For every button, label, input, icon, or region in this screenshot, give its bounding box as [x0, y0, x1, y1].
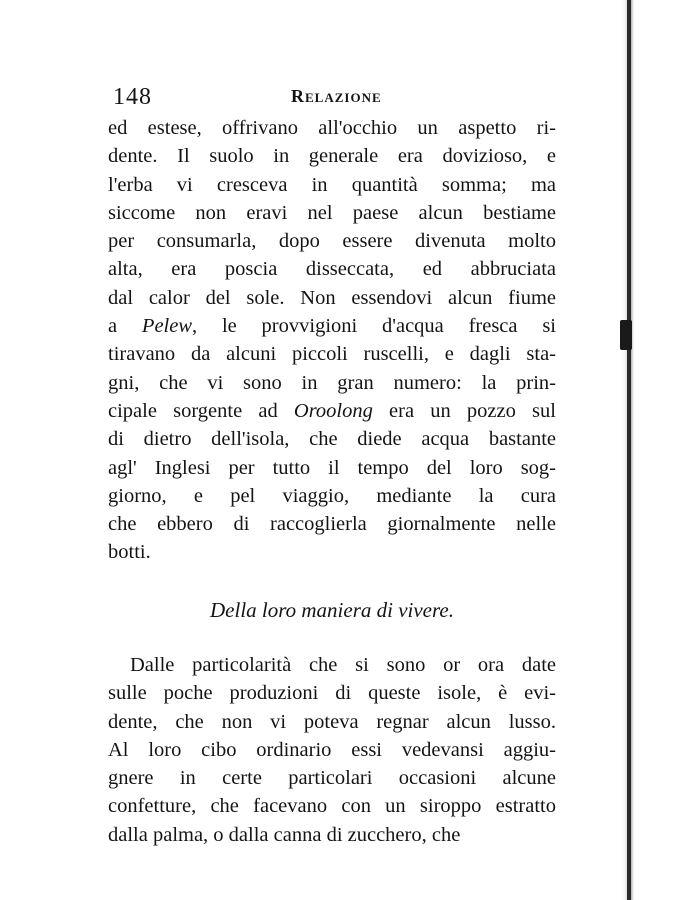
text-run: dente, che non vi poteva regnar alcun lusso.	[108, 710, 556, 733]
italic-place-name: Pelew	[141, 315, 193, 338]
text-line	[108, 227, 556, 255]
text-run: , le provvigioni d'acqua fresca si	[192, 315, 556, 338]
text-run: botti.	[108, 541, 151, 564]
text-run: cipale sorgente ad	[108, 399, 294, 422]
text-line	[108, 679, 556, 707]
text-run: Al loro cibo ordinario essi vedevansi aggiu-	[108, 738, 556, 761]
text-line	[108, 255, 556, 283]
text-run: Dalle particolarità che si sono or ora date	[130, 654, 556, 676]
binding-mark	[620, 320, 632, 350]
text-line	[108, 312, 556, 340]
text-line	[108, 764, 556, 792]
text-run: per consumarla, dopo essere divenuta molto	[108, 230, 556, 253]
text-run: dente. Il suolo in generale era dovizioso, e	[108, 145, 556, 168]
text-line	[108, 708, 556, 736]
text-run: che ebbero di raccoglierla giornalmente nelle	[108, 513, 556, 536]
text-line	[108, 651, 556, 679]
text-line	[108, 792, 556, 820]
running-head: Relazione	[291, 86, 382, 106]
section-title: Della loro maniera di vivere.	[210, 598, 454, 622]
text-run: gni, che vi sono in gran numero: la prin-	[108, 371, 556, 394]
text-line	[108, 425, 556, 453]
text-line	[108, 510, 556, 538]
text-line	[108, 397, 556, 425]
page-number: 148	[113, 84, 152, 110]
text-run: dalla palma, o dalla canna di zucchero, che	[108, 823, 461, 846]
text-run: dal calor del sole. Non essendovi alcun fiume	[108, 286, 556, 309]
text-run: l'erba vi cresceva in quantità somma; ma	[108, 173, 556, 196]
text-line	[108, 454, 556, 482]
text-run: giorno, e pel viaggio, mediante la cura	[108, 484, 556, 507]
text-line	[108, 171, 556, 199]
text-run: alta, era poscia disseccata, ed abbruciata	[108, 258, 556, 281]
text-run: confetture, che facevano con un siroppo estratto	[108, 795, 556, 818]
text-run: agl' Inglesi per tutto il tempo del loro sog-	[108, 456, 556, 479]
text-run: ed estese, offrivano all'occhio un aspetto ri-	[108, 117, 556, 139]
text-run: era un pozzo sul	[372, 399, 556, 422]
paragraph-1	[108, 114, 556, 567]
page-binding-line	[627, 0, 631, 900]
italic-place-name: Oroolong	[293, 399, 373, 422]
text-line	[108, 736, 556, 764]
text-line	[108, 284, 556, 312]
text-line	[108, 340, 556, 368]
text-line	[108, 538, 556, 566]
text-line	[108, 142, 556, 170]
text-run: tiravano da alcuni piccoli ruscelli, e dagli sta-	[108, 343, 556, 366]
text-line	[108, 114, 556, 142]
paragraph-2	[108, 651, 556, 849]
text-run: sulle poche produzioni di queste isole, è evi-	[108, 682, 556, 705]
text-line	[108, 821, 556, 849]
text-run: di dietro dell'isola, che diede acqua bastante	[108, 428, 556, 451]
text-line	[108, 482, 556, 510]
text-line	[108, 199, 556, 227]
text-run: a	[108, 315, 142, 338]
text-run: gnere in certe particolari occasioni alcune	[108, 767, 556, 790]
text-line	[108, 369, 556, 397]
text-run: siccome non eravi nel paese alcun bestiame	[108, 201, 556, 224]
